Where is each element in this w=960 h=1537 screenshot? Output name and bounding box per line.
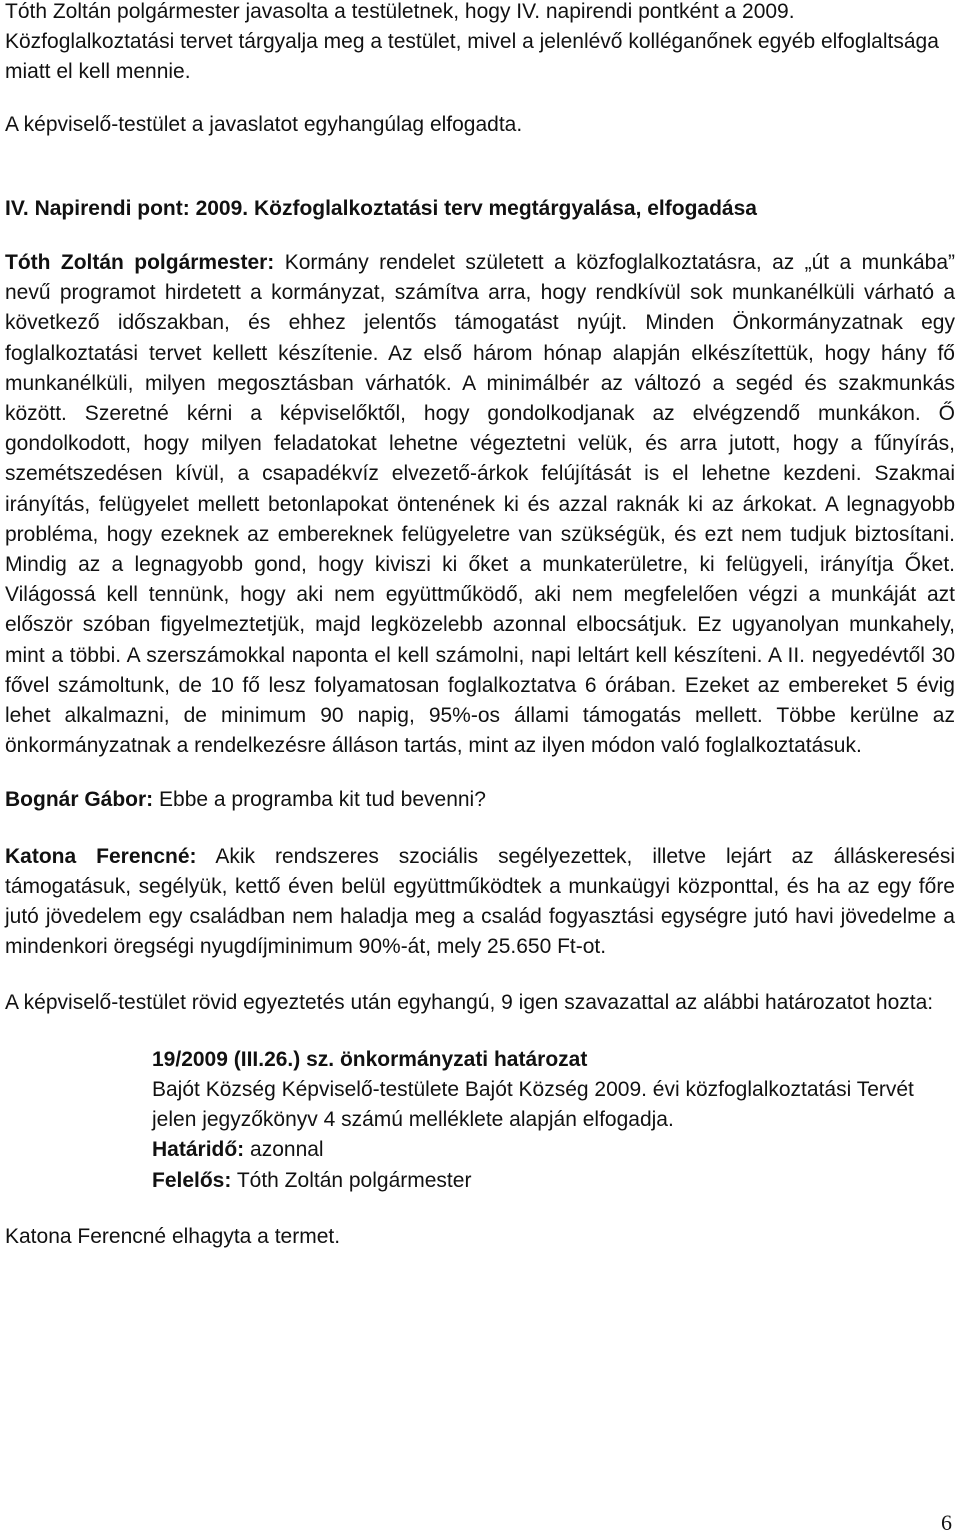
deadline-value: azonnal — [250, 1138, 324, 1162]
agenda-heading-text: IV. Napirendi pont: 2009. Közfoglalkoztatási terv megtárgyalása, elfogadása — [5, 196, 757, 220]
vote-paragraph: A képviselő-testület rövid egyeztetés után egyhangú, 9 igen szavazattal az alábbi határozatot hozta: — [5, 991, 934, 1015]
resolution-body: Bajót Község Képviselő-testülete Bajót Község 2009. évi közfoglalkoztatási Tervét jelen jegyzőkönyv 4 számú melléklete alapján elfogadja. — [152, 1077, 914, 1132]
speech-bognar-text: Ebbe a programba kit tud bevenni? — [159, 788, 486, 812]
speaker-katona: Katona Ferencné: — [5, 844, 197, 868]
speech-toth-text: Kormány rendelet született a közfoglalkoztatásra, az „út a munkába” nevű programot hirdetett a kormányzat, számítva arra, hogy rendkívül sok munkanélküli várható a következő időszakban, és ehhez jelentős támogatást nyújt. Minden Önkormányzatnak egy foglalkoztatási tervet kellett készítenie. Az első három hónap alapján elkészítettük, hogy hány fő munkanélküli, milyen megosztásban várhatók. A minimálbér az változó a segéd és szakmunkás között. Szeretné kérni a képviselőktől, hogy gondolkodjanak az elvégzendő munkákon. Ő gondolkodott, hogy milyen feladatokat lehetne végeztetni velük, és arra jutott, hogy a fűnyírás, szemétszedésen kívül, a csapadékvíz elvezető-árkok felújítását is el lehetne kezdeni. Szakmai irányítás, felügyelet mellett betonlapokat öntenének ki és azzal raknák ki az árkokat. A legnagyobb probléma, hogy ezeknek az embereknek felügyeletre van szükségük, és ezt nem tudjuk biztosítani. Mindig az a legnagyobb gond, hogy kiviszi ki őket a munkaterületre, ki felügyeli, irányítja Őket. Világossá kell tennünk, hogy aki nem együttműködő, aki nem megfelelően végzi a munkáját azt először szóban figyelmeztetjük, majd legközelebb azonnal elbocsátjuk. Ez ugyanolyan munkahely, mint a többi. A szerszámokkal naponta el kell számolni, napi leltárt kell készíteni. A II. negyedévtől 30 fővel számoltunk, de 10 fő lesz folyamatosan foglalkoztatva 6 órában. Ezeket az embereket 5 évig lehet alkalmazni, de minimum 90 napig, 95%-os állami támogatás mellett. Többe kerülne az önkormányzatnak a rendelkezésre álláson tartás, mint az ilyen módon való foglalkoztatásuk. — [5, 251, 955, 758]
speaker-bognar: Bognár Gábor: — [5, 788, 154, 812]
intro-decision: A képviselő-testület a javaslatot egyhangúlag elfogadta. — [5, 112, 523, 136]
closing-paragraph: Katona Ferencné elhagyta a termet. — [5, 1224, 341, 1248]
speech-katona — [5, 842, 955, 963]
speech-toth — [5, 248, 955, 761]
deadline-label: Határidő: — [152, 1138, 245, 1162]
resolution-block — [152, 1045, 955, 1196]
resolution-deadline — [152, 1135, 955, 1165]
agenda-heading — [5, 194, 955, 224]
resolution-title — [152, 1045, 955, 1075]
speaker-toth: Tóth Zoltán polgármester: — [5, 251, 275, 275]
responsible-value: Tóth Zoltán polgármester — [236, 1168, 472, 1192]
speech-bognar — [5, 785, 955, 815]
resolution-title-text: 19/2009 (III.26.) sz. önkormányzati határozat — [152, 1047, 588, 1071]
resolution-responsible — [152, 1166, 955, 1196]
page-number: 6 — [941, 1510, 952, 1535]
intro-paragraph: Tóth Zoltán polgármester javasolta a testületnek, hogy IV. napirendi pontként a 2009. Közfoglalkoztatási tervet tárgyalja meg a testület, mivel a jelenlévő kolléganőnek egyéb elfoglaltsága miatt el kell mennie. — [5, 0, 939, 84]
speech-katona-text: Akik rendszeres szociális segélyezettek, illetve lejárt az álláskeresési támogatásuk, segélyük, kettő éven belül együttműködtek a munkaügyi központtal, és ha az egy főre jutó jövedelem egy családban nem haladja meg a család fogyasztási egységre jutó havi jövedelme a mindenkori öregségi nyugdíjminimum 90%-át, mely 25.650 Ft-ot. — [5, 844, 955, 959]
document-page — [5, 0, 955, 1252]
responsible-label: Felelős: — [152, 1168, 232, 1192]
